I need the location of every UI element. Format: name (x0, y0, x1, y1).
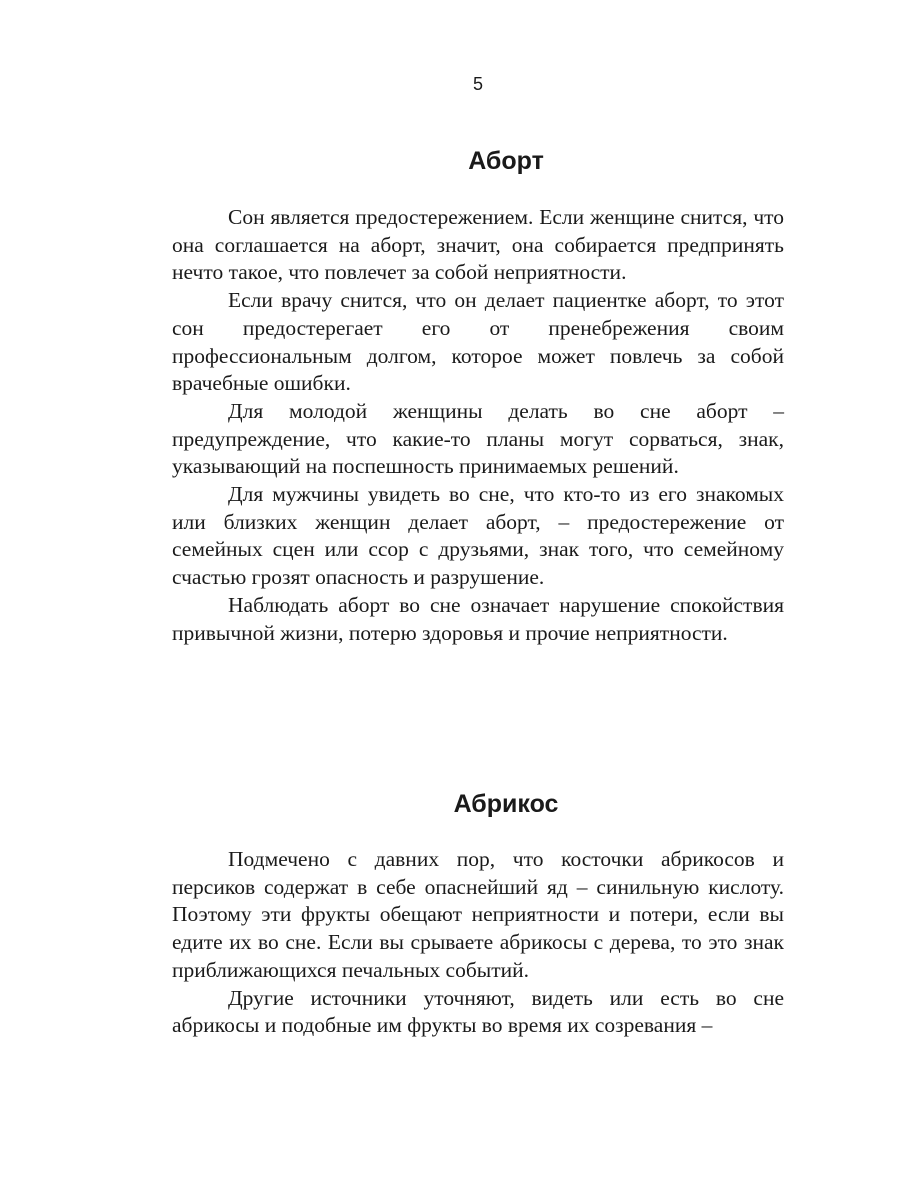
paragraph: Наблюдать аборт во сне означает нарушение спокойствия привычной жизни, потерю здоровья и прочие неприятности. (172, 592, 784, 645)
paragraph: Если врачу снится, что он делает пациентке аборт, то этот сон предостерегает его от пренебрежения своим профессиональным долгом, которое может повлечь за собой врачебные ошибки. (172, 288, 784, 396)
section-title-abrikos: Абрикос (453, 790, 559, 818)
paragraph: Другие источники уточняют, видеть или есть во сне абрикосы и подобные им фрукты во время их созревания – (172, 985, 784, 1038)
paragraph: Сон является предостережением. Если женщине снится, что она соглашается на аборт, значит, она собирается предпринять нечто такое, что повлечет за собой неприятности. (172, 205, 784, 285)
paragraph: Для мужчины увидеть во сне, что кто-то из его знакомых или близких женщин делает аборт, – предостережение от семейных сцен или ссор с друзьями, знак того, что семейному счастью грозят опасность и разрушение. (172, 482, 784, 590)
section-body-abrikos (172, 846, 784, 1040)
section-body-abort (172, 204, 784, 647)
section-title-abort: Аборт (468, 147, 544, 175)
paragraph: Для молодой женщины делать во сне аборт – предупреждение, что какие-то планы могут сорваться, знак, указывающий на поспешность принимаемых решений. (172, 398, 784, 479)
page-number: 5 (472, 74, 483, 94)
paragraph: Подмечено с давних пор, что косточки абрикосов и персиков содержат в себе опаснейший яд – синильную кислоту. Поэтому эти фрукты обещают неприятности и потери, если вы едите их во сне. Если вы срываете абрикосы с дерева, то это знак приближающихся печальных событий. (172, 847, 784, 982)
